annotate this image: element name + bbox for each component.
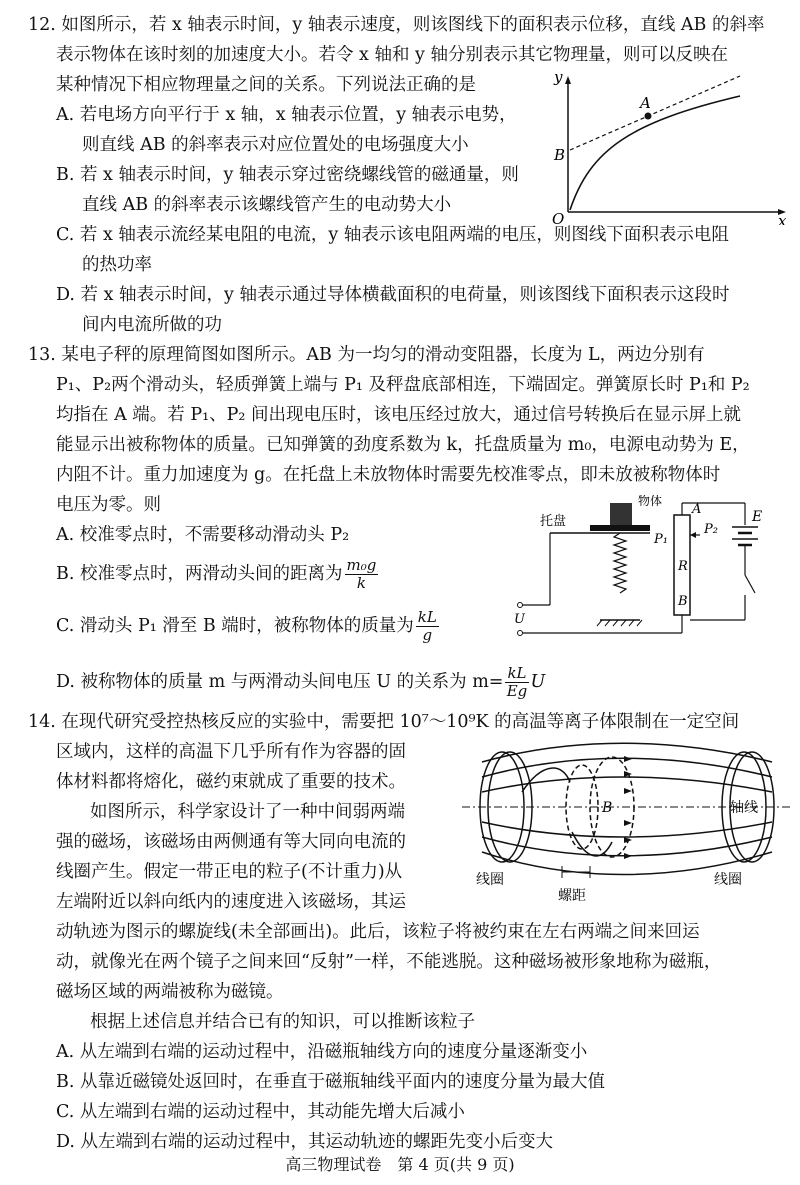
q13-option-b-fraction xyxy=(345,558,379,591)
q12-origin-label: O xyxy=(552,210,565,225)
q12-option-d-line1: D. 若 x 轴表示时间，y 轴表示通过导体横截面积的电荷量，则该图线下面积表示这段时 xyxy=(56,285,730,305)
q13-option-a: A. 校准零点时，不需要移动滑动头 P₂ xyxy=(56,525,350,545)
q12-point-a-label: A xyxy=(640,94,651,112)
q14-line1: 14. 在现代研究受控热核反应的实验中，需要把 10⁷～10⁹K 的高温等离子体限制在一定空间 xyxy=(28,712,740,732)
q13-object-label: 物体 xyxy=(638,495,663,508)
q14-magnetic-bottle-figure xyxy=(462,742,792,912)
q14-axis-label: 轴线 xyxy=(730,800,758,816)
q12-option-d-line2: 间内电流所做的功 xyxy=(82,315,222,335)
q12-option-b-line1: B. 若 x 轴表示时间，y 轴表示穿过密绕螺线管的磁通量，则 xyxy=(56,165,519,185)
q13-p1-label: P₁ xyxy=(654,532,668,547)
q14-option-d: D. 从左端到右端的运动过程中，其运动轨迹的螺距先变小后变大 xyxy=(56,1132,554,1152)
q13-p2-label: P₂ xyxy=(704,522,718,537)
q13-resistor-label: R xyxy=(678,559,688,574)
q14-line10: 磁场区域的两端被称为磁镜。 xyxy=(56,982,284,1002)
q13-option-c-text: C. 滑动头 P₁ 滑至 B 端时，被称物体的质量为 xyxy=(56,616,414,636)
q13-option-d-numerator: kL xyxy=(507,664,527,682)
q14-field-b-label: B xyxy=(602,800,613,816)
q13-line4: 能显示出被称物体的质量。已知弹簧的劲度系数为 k，托盘质量为 m₀，电源电动势为 E， xyxy=(56,435,750,455)
q13-voltage-label: U xyxy=(514,612,525,627)
q13-line5: 内阻不计。重力加速度为 g。在托盘上未放物体时需要先校准零点，即未放被称物体时 xyxy=(56,465,721,485)
q12-line2: 表示物体在该时刻的加速度大小。若令 x 轴和 y 轴分别表示其它物理量，则可以反映在 xyxy=(56,45,729,65)
q13-line1: 13. 某电子秤的原理简图如图所示。AB 为一均匀的滑动变阻器，长度为 L，两边分别有 xyxy=(28,345,705,365)
page-footer: 高三物理试卷 第 4 页(共 9 页) xyxy=(285,1155,515,1174)
q12-option-c-line2: 的热功率 xyxy=(82,255,152,275)
q13-scale-circuit-figure xyxy=(510,495,795,645)
q14-option-a: A. 从左端到右端的运动过程中，沿磁瓶轴线方向的速度分量逐渐变小 xyxy=(56,1042,588,1062)
q12-line3: 某种情况下相应物理量之间的关系。下列说法正确的是 xyxy=(56,75,476,95)
q13-option-c xyxy=(56,610,441,643)
q13-option-b xyxy=(56,558,380,591)
q13-option-b-text: B. 校准零点时，两滑动头间的距离为 xyxy=(56,564,343,584)
q14-coil-left-label: 线圈 xyxy=(476,872,504,888)
q13-emf-label: E xyxy=(752,509,763,525)
q14-line9: 动，就像光在两个镜子之间来回“反射”一样，不能逃脱。这种磁场被形象地称为磁瓶， xyxy=(56,952,722,972)
q13-option-d-text: D. 被称物体的质量 m 与两滑动头间电压 U 的关系为 m= xyxy=(56,672,504,692)
q12-axis-x-label: x xyxy=(778,212,787,225)
q14-option-c: C. 从左端到右端的运动过程中，其动能先增大后减小 xyxy=(56,1102,465,1122)
q13-option-c-fraction xyxy=(416,610,439,643)
q14-line7: 左端附近以斜向纸内的速度进入该磁场，其运 xyxy=(56,892,406,912)
q14-line3: 体材料都将熔化，磁约束就成了重要的技术。 xyxy=(56,772,406,792)
q14-line5: 强的磁场，该磁场由两侧通有等大同向电流的 xyxy=(56,832,406,852)
q13-option-b-denominator: k xyxy=(356,574,366,592)
q14-pitch-label: 螺距 xyxy=(558,888,586,904)
q14-line2: 区域内，这样的高温下几乎所有作为容器的固 xyxy=(56,742,406,762)
q13-point-b-label: B xyxy=(678,594,688,609)
q13-line3: 均指在 A 端。若 P₁、P₂ 间出现电压时，该电压经过放大，通过信号转换后在显示屏上就 xyxy=(56,405,741,425)
q13-line6: 电压为零。则 xyxy=(56,495,161,515)
q12-option-b-line2: 直线 AB 的斜率表示该螺线管产生的电动势大小 xyxy=(82,195,452,215)
q14-line6: 线圈产生。假定一带正电的粒子(不计重力)从 xyxy=(56,862,403,882)
q13-option-d-denominator: Eg xyxy=(506,682,528,700)
q13-option-d-fraction xyxy=(505,666,528,699)
q12-point-b-label: B xyxy=(554,146,566,164)
q13-option-b-numerator: m₀g xyxy=(346,556,377,574)
q12-axis-y-label: y xyxy=(554,70,563,86)
q13-point-a-label: A xyxy=(692,502,702,517)
q14-line11: 根据上述信息并结合已有的知识，可以推断该粒子 xyxy=(90,1012,475,1032)
q14-option-b: B. 从靠近磁镜处返回时，在垂直于磁瓶轴线平面内的速度分量为最大值 xyxy=(56,1072,605,1092)
q13-tray-label: 托盘 xyxy=(540,514,567,529)
q13-option-c-numerator: kL xyxy=(417,608,437,626)
q12-option-a-line2: 则直线 AB 的斜率表示对应位置处的电场强度大小 xyxy=(82,135,469,155)
q14-coil-right-label: 线圈 xyxy=(714,872,742,888)
q13-option-d xyxy=(56,666,545,699)
q12-line1: 12. 如图所示，若 x 轴表示时间，y 轴表示速度，则该图线下的面积表示位移，直线 AB 的斜率 xyxy=(28,15,765,35)
q13-line2: P₁、P₂两个滑动头，轻质弹簧上端与 P₁ 及秤盘底部相连，下端固定。弹簧原长时 P₁和 P₂ xyxy=(56,375,750,395)
q14-line4: 如图所示，科学家设计了一种中间弱两端 xyxy=(90,802,405,822)
q13-option-c-denominator: g xyxy=(422,626,433,644)
q12-graph-figure xyxy=(540,70,790,225)
q13-option-d-tail: U xyxy=(530,672,546,692)
q14-line8: 动轨迹为图示的螺旋线(未全部画出)。此后，该粒子将被约束在左右两端之间来回运 xyxy=(56,922,700,942)
q12-option-a-line1: A. 若电场方向平行于 x 轴，x 轴表示位置，y 轴表示电势， xyxy=(56,105,517,125)
q12-option-c-line1: C. 若 x 轴表示流经某电阻的电流，y 轴表示该电阻两端的电压，则图线下面积表示电阻 xyxy=(56,225,729,245)
